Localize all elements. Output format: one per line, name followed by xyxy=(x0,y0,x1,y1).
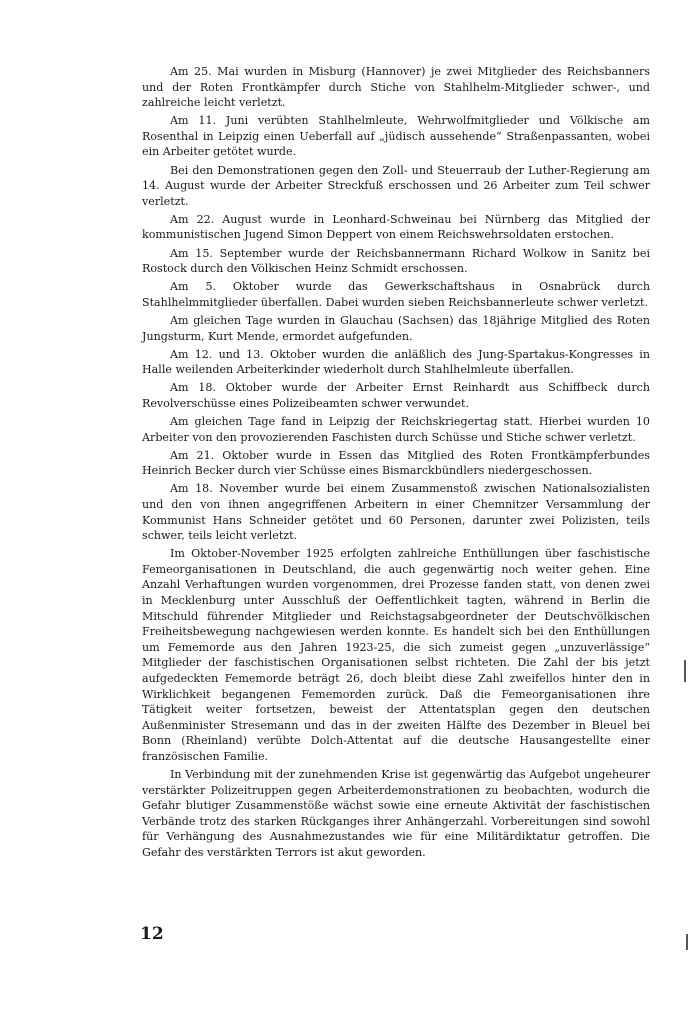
paragraph-9: Am 18. Oktober wurde der Arbeiter Ernst Reinhardt aus Schiffbeck durch Revolverschüsse eines Polizeibeamten schwer verwundet. xyxy=(142,381,650,410)
scan-artifact xyxy=(686,934,688,950)
paragraph-7: Am gleichen Tage wurden in Glauchau (Sachsen) das 18jährige Mitglied des Roten Jungsturm, Kurt Mende, ermordet aufgefunden. xyxy=(142,313,650,343)
paragraph-11: Am 21. Oktober wurde in Essen das Mitglied des Roten Frontkämpferbundes Heinrich Becker durch vier Schüsse eines Bismarckbündlers niedergeschossen. xyxy=(142,448,650,478)
paragraph-6: Am 5. Oktober wurde das Gewerkschaftshaus in Osnabrück durch Stahlhelmmitglieder überfallen. Dabei wurden sieben Reichsbannerleute schwer verletzt. xyxy=(142,280,650,309)
paragraph-2: Am 11. Juni verübten Stahlhelmleute, Wehrwolfmitglieder und Völkische am Rosenthal in Leipzig einen Ueberfall auf „jüdisch aussehende“ Straßenpassanten, wobei ein Arbeiter getötet wurde. xyxy=(142,114,650,159)
paragraph-10: Am gleichen Tage fand in Leipzig der Reichskriegertag statt. Hierbei wurden 10 Arbeiter von den provozierenden Faschisten durch Schüsse und Stiche schwer verletzt. xyxy=(142,414,650,444)
paragraph-5: Am 15. September wurde der Reichsbannermann Richard Wolkow in Sanitz bei Rostock durch den Völkischen Heinz Schmidt erschossen. xyxy=(142,246,650,276)
paragraph-4: Am 22. August wurde in Leonhard-Schweinau bei Nürnberg das Mitglied der kommunistischen Jugend Simon Deppert von einem Reichswehrsoldaten erstochen. xyxy=(142,212,650,242)
paragraph-3: Bei den Demonstrationen gegen den Zoll- und Steuerraub der Luther-Regierung am 14. August wurde der Arbeiter Streckfuß erschossen und 26 Arbeiter zum Teil schwer verletzt. xyxy=(142,163,650,208)
page-number: 12 xyxy=(140,924,164,944)
scan-artifact xyxy=(684,660,686,682)
paragraph-13: Im Oktober-November 1925 erfolgten zahlreiche Enthüllungen über faschistische Femeorganisationen in Deutschland, die auch gegenwärtig noch weiter gehen. Eine Anzahl Verhaftungen wurden vorgenommen, drei Prozesse fanden statt, von denen zwei in Mecklenburg unter Ausschluß der Oeffentlichkeit tagten, während in Berlin die Mitschuld führender Mitglieder und Reichstagsabgeordneter der Deutschvölkischen Freiheitsbewegung nachgewiesen werden konnte. Es handelt sich bei den Enthüllungen um Fememorde aus den Jahren 1923-25, die sich zumeist gegen „unzuverlässige“ Mitglieder der faschistischen Organisationen selbst richteten. Die Zahl der bis jetzt aufgedeckten Fememorde beträgt 26, doch bleibt diese Zahl zweifellos hinter den in Wirklichkeit begangenen Fememorden zurück. Daß die Femeorganisationen ihre Tätigkeit weiter fortsetzen, beweist der Attentatsplan gegen den deutschen Außenminister Stresemann und das in der zweiten Hälfte des Dezember in Bleuel bei Bonn (Rheinland) verübte Dolch-Attentat auf die deutsche Hausangestellte einer französischen Familie. xyxy=(142,547,650,763)
paragraph-1: Am 25. Mai wurden in Misburg (Hannover) je zwei Mitglieder des Reichsbanners und der Roten Frontkämpfer durch Stiche von Stahlhelm-Mitglieder schwer-, und zahlreiche leicht verletzt. xyxy=(142,65,650,110)
paragraph-12: Am 18. November wurde bei einem Zusammenstoß zwischen Nationalsozialisten und den von ihnen angegriffenen Arbeitern in einer Chemnitzer Versammlung der Kommunist Hans Schneider getötet und 60 Personen, darunter zwei Polizisten, teils schwer, teils leicht verletzt. xyxy=(142,482,650,543)
paragraph-14: In Verbindung mit der zunehmenden Krise ist gegenwärtig das Aufgebot ungeheurer verstärkter Polizeitruppen gegen Arbeiterdemonstrationen zu beobachten, wodurch die Gefahr blutiger Zusammenstöße wächst sowie eine erneute Aktivität der faschistischen Verbände trotz des starken Rückganges ihrer Anhängerzahl. Vorbereitungen sind sowohl für Verhängung des Ausnahmezustandes wie für eine Militärdiktatur getroffen. Die Gefahr des verstärkten Terrors ist akut geworden. xyxy=(142,768,650,859)
paragraph-8: Am 12. und 13. Oktober wurden die anläßlich des Jung-Spartakus-Kongresses in Halle weilenden Arbeiterkinder wiederholt durch Stahlhelmleute überfallen. xyxy=(142,347,650,377)
body-text xyxy=(142,64,650,863)
